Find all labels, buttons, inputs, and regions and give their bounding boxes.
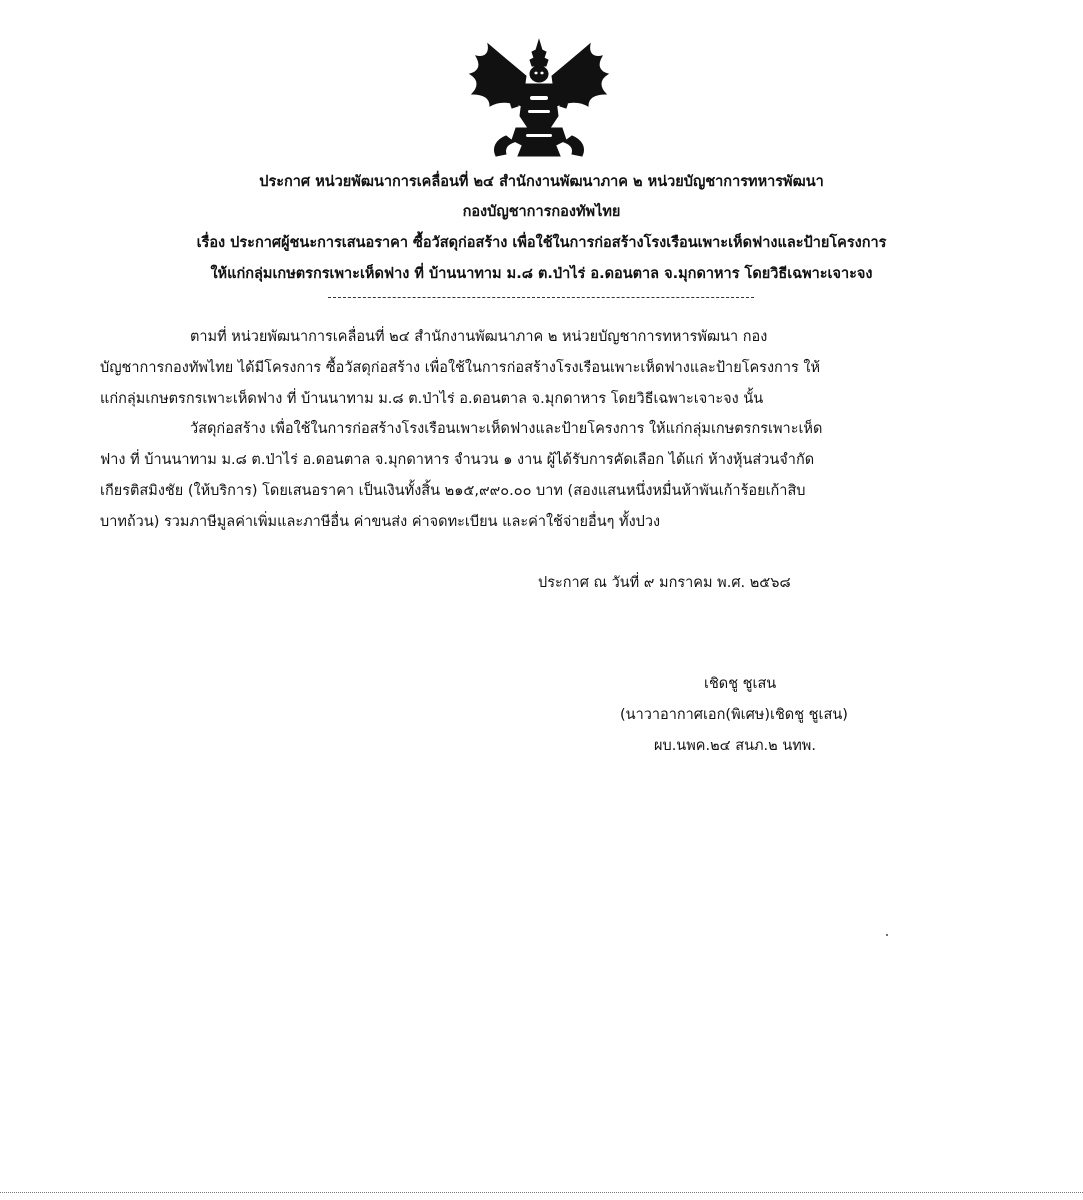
subject-line2: ให้แก่กลุ่มเกษตรกรเพาะเห็ดฟาง ที่ บ้านนาทาม ม.๘ ต.ป่าไร่ อ.ดอนตาล จ.มุกดาหาร โดยวิธีเฉพาะเจาะจง: [210, 266, 873, 282]
paragraph1-line1: ตามที่ หน่วยพัฒนาการเคลื่อนที่ ๒๔ สำนักงานพัฒนาภาค ๒ หน่วยบัญชาการทหารพัฒนา กอง: [190, 329, 768, 345]
title-separator: [328, 297, 754, 298]
paragraph1-line3: แก่กลุ่มเกษตรกรเพาะเห็ดฟาง ที่ บ้านนาทาม ม.๘ ต.ป่าไร่ อ.ดอนตาล จ.มุกดาหาร โดยวิธีเฉพาะเจาะจง นั้น: [100, 391, 764, 407]
paragraph1-line2: บัญชาการกองทัพไทย ได้มีโครงการ ซื้อวัสดุก่อสร้าง เพื่อใช้ในการก่อสร้างโรงเรือนเพาะเห็ดฟางและป้ายโครงการ ให้: [100, 360, 821, 376]
garuda-emblem-icon: [466, 36, 612, 160]
paragraph2-line3: เกียรติสมิงชัย (ให้บริการ) โดยเสนอราคา เป็นเงินทั้งสิ้น ๒๑๕,๙๙๐.๐๐ บาท (สองแสนหนึ่งหมื่นห้าพันเก้าร้อยเก้าสิบ: [100, 483, 806, 499]
scan-bottom-edge: [0, 1192, 1083, 1193]
signatory-rank-name: (นาวาอากาศเอก(พิเศษ)เชิดชู ชูเสน): [620, 707, 848, 723]
paragraph2-line2: ฟาง ที่ บ้านนาทาม ม.๘ ต.ป่าไร่ อ.ดอนตาล จ.มุกดาหาร จำนวน ๑ งาน ผู้ได้รับการคัดเลือก ได้แก่ ห้างหุ้นส่วนจำกัด: [100, 452, 815, 468]
signatory-name: เชิดชู ชูเสน: [704, 676, 777, 692]
announcement-title-line1: ประกาศ หน่วยพัฒนาการเคลื่อนที่ ๒๔ สำนักงานพัฒนาภาค ๒ หน่วยบัญชาการทหารพัฒนา: [259, 174, 824, 190]
announcement-date: ประกาศ ณ วันที่ ๙ มกราคม พ.ศ. ๒๕๖๘: [538, 575, 791, 591]
scan-speck: [886, 934, 888, 936]
paragraph2-line1: วัสดุก่อสร้าง เพื่อใช้ในการก่อสร้างโรงเรือนเพาะเห็ดฟางและป้ายโครงการ ให้แก่กลุ่มเกษตรกรเพาะเห็ด: [190, 421, 823, 437]
paragraph2-line4: บาทถ้วน) รวมภาษีมูลค่าเพิ่มและภาษีอื่น ค่าขนส่ง ค่าจดทะเบียน และค่าใช้จ่ายอื่นๆ ทั้งปวง: [100, 514, 661, 530]
signatory-position: ผบ.นพค.๒๔ สนภ.๒ นทพ.: [654, 738, 816, 754]
subject-line1: เรื่อง ประกาศผู้ชนะการเสนอราคา ซื้อวัสดุก่อสร้าง เพื่อใช้ในการก่อสร้างโรงเรือนเพาะเห็ดฟางและป้ายโครงการ: [196, 235, 887, 251]
announcement-title-line2: กองบัญชาการกองทัพไทย: [462, 204, 621, 220]
